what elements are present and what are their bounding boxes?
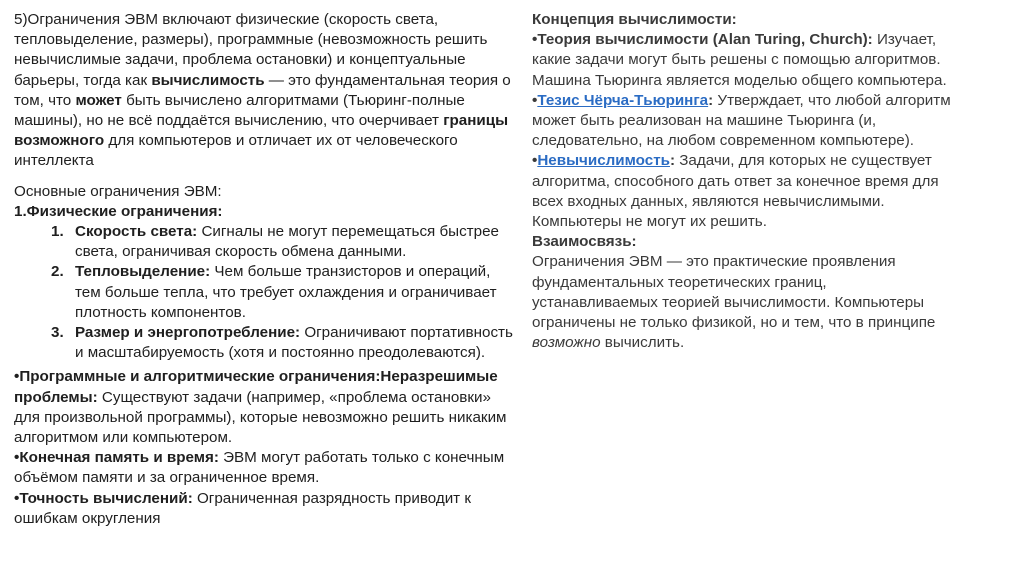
intro-text-1: 5)Ограничения ЭВМ включают физические (скорость света, тепловыделение, размеры), программные (невозможность решить невычислимые задачи, проблема остановки) и концептуальные барьеры, тогда как [14,11,488,89]
church-turing-thesis-link[interactable]: Тезис Чёрча-Тьюринга [537,91,709,109]
list-item-text: Чем больше транзисторов и операций, тем больше тепла, что требует охлаждения и ограничивает плотность компонентов. [75,263,497,321]
intro-text-2: — это фундаментальная теория о том, что [14,71,511,109]
computability-title [532,10,952,30]
relation-paragraph [532,252,952,353]
computability-title-text: Концепция вычислимости: [532,11,737,28]
list-item-number: 1. [51,223,64,241]
bullet-text: ЭВМ могут работать только с конечным объёмом памяти и за ограниченное время. [14,449,505,487]
list-item-label: Скорость света: [75,223,198,241]
list-item [14,262,514,323]
list-item-text: Ограничивают портативность и масштабируемость (хотя и постоянно преодолеваются). [75,324,513,362]
relation-title-text: Взаимосвязь: [532,233,637,251]
list-item [14,323,514,363]
physical-limits-title [14,202,514,222]
intro-text-4: для компьютеров и отличает их от человеческого интеллекта [14,132,458,170]
bullet-text: Ограниченная разрядность приводит к ошибкам округления [14,489,472,527]
main-limits-title: Основные ограничения ЭВМ: [14,182,222,200]
bullet-label: •Конечная память и время: [14,449,219,467]
relation-text-1: Ограничения ЭВМ — это практические проявления фундаментальных теоретических границ, устанавливаемых теорией вычислимости. Компьютеры ограничены не только физикой, но и тем, что в принципе [532,253,936,332]
intro-paragraph [14,10,514,172]
bullet-text: Существуют задачи (например, «проблема остановки» для произвольной программы), которые невозможно решить никаким алгоритмом или компьютером. [14,388,507,447]
relation-text-2: вычислить. [600,334,685,352]
relation-title [532,232,952,252]
list-item-label: Тепловыделение: [75,263,211,281]
list-item-text: Сигналы не могут перемещаться быстрее света, ограничивая скорость обмена данными. [75,223,499,261]
list-item-number: 3. [51,324,64,342]
physical-limits-title-text: 1.Физические ограничения: [14,202,223,220]
uncomputability-link[interactable]: Невычислимость [537,152,670,170]
intro-bold-computability: вычислимость [151,71,265,89]
list-item-number: 2. [51,263,64,281]
bullet-label: •Точность вычислений: [14,489,193,507]
left-column [14,10,514,529]
bullet-label: •Программные и алгоритмические ограничения:Неразрешимые проблемы: [14,368,498,406]
thesis-bullet: • [532,91,538,109]
thesis-colon: : [708,91,714,109]
theory-text: Изучает, какие задачи могут быть решены с помощью алгоритмов. Машина Тьюринга является моделью общего компьютера. [532,31,947,89]
bullet-item [14,489,514,529]
uncomp-bullet: • [532,152,538,170]
intro-bold-can: может [75,91,122,109]
thesis-paragraph [532,91,952,152]
bullet-item [14,448,514,488]
theory-label: •Теория вычислимости (Alan Turing, Church): [532,31,873,49]
intro-text-3: быть вычислено алгоритмами (Тьюринг-полные машины), но не всё поддаётся вычислению, что очерчивает [14,91,465,130]
theory-paragraph [532,30,952,91]
uncomp-text: Задачи, для которых не существует алгоритма, способного дать ответ за конечное время для всех входных данных, являются невычислимыми. Компьютеры не могут их решить. [532,152,939,231]
relation-emphasis: возможно [532,334,601,352]
list-item [14,222,514,262]
thesis-text: Утверждает, что любой алгоритм может быть реализован на машине Тьюринга (и, следовательно, на любом современном компьютере). [532,91,951,150]
physical-limits-list [14,222,514,363]
right-column [532,10,952,353]
bullet-item [14,367,514,448]
list-item-label: Размер и энергопотребление: [75,324,301,342]
uncomputability-paragraph [532,151,952,232]
uncomp-colon: : [669,152,676,170]
intro-bold-limits: границы возможного [14,112,509,150]
